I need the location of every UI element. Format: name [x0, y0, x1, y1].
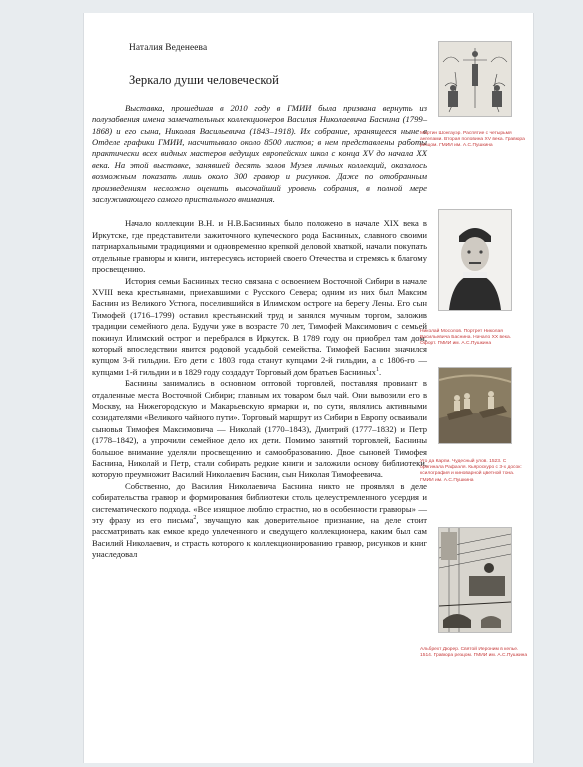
article-text-column — [92, 43, 427, 561]
chiaroscuro-woodcut-thumbnail[interactable] — [438, 367, 512, 444]
article-lead — [92, 103, 427, 206]
durer-jerome-thumbnail[interactable] — [438, 527, 512, 633]
paragraph-2-text: История семьи Басниных тесно связана с освоением Восточной Сибири в начале XVIII века крестьянами, приехавшими с Русского Севера; одним из них был Максим Баснин из Великого Устюга, поселившийся в Илимском остроге на берегу Лены. Его сын Тимофей (1716–1799) оставил крестьянский труд и занялся мучным торгом, заложив традиции семейного дела. Будучи уже в возрасте 70 лет, Тимофей Максимович с семьей покинул Илимский острог и перебрался в Иркутск. В 1789 году он приобрел там дом, который впоследствии явится родовой усадьбой семейства. Тимофей Баснин значился купцом 3-й гильдии. Его дети с 1803 года станут купцами 2-й гильдии, а с 1806-го — купцами 1-й гильдии и в 1829 году создадут Торговый дом братьев Басниных — [92, 275, 427, 377]
document-page — [83, 13, 534, 763]
figure-1-caption: Мартин Шонгауэр. Распятие с четырьмя ангелами. Вторая половина XV века. Гравюра резцом. ГМИИ им. А.С.Пушкина — [420, 131, 525, 149]
figure-2-caption: Николай Мосолов. Портрет Николая Васильевича Баснина. Начало XX века. Офорт. ГМИИ им. А.С.Пушкина — [420, 329, 512, 347]
body-paragraph-4 — [92, 481, 427, 561]
engraving-figures-thumbnail[interactable] — [438, 41, 512, 117]
paragraph-2-end: . — [378, 366, 382, 377]
article-title: Зеркало души человеческой — [129, 73, 279, 88]
article-author: Наталия Веденеева — [129, 43, 208, 53]
body-paragraph-3: Баснины занимались в основном оптовой торговлей, поставляя провиант в отдаленные места Восточной Сибири; главным их товаром был чай. Они вывозили его в Москву, на Нижегородскую и Макарьевскую ярмарки и, по сути, являлись активными созидателями «Великого чайного пути». Торговый маршрут из Сибири в Европу осваивали сыновья Тимофея Максимовича — Николай (1770–1843), Дмитрий (1777–1832) и Петр (1778–1842), а упрочили семейное дело их дети. Помимо занятий торговлей, Баснины большое внимание уделяли просвещению и самообразованию. Двое сыновей Тимофея Баснина, Николай и Петр, стали собирать редкие книги и заложили основу библиотеки, которую преумножит Василий Николаевич Баснин, сын Николая Тимофеевича. — [92, 378, 427, 480]
figure-3-caption: Уго да Карпи. Чудесный улов. 1523. С оригинала Рафаэля. Кьяроскуро с 3-х досок: ксилография и киноварной цветной тона. ГМИИ им. А.С.Пушкина — [420, 459, 522, 483]
body-paragraph-1: Начало коллекции В.Н. и Н.В.Басниных было положено в начале XIX века в Иркутске, где представители зажиточного купеческого рода Басниных, славного своими патриархальными традициями и одновременно крепкой деловой хваткой, начали покупать отдельные гравюры и книги, интересуясь историей своего Отечества и стремясь к благому просвещению. — [92, 218, 427, 275]
footnote-ref-1[interactable]: 1 — [375, 366, 379, 373]
figure-4-caption: Альбрехт Дюрер. Святой Иероним в келье. 1514. Гравюра резцом. ГМИИ им. А.С.Пушкина — [420, 647, 528, 659]
body-paragraph-2 — [92, 276, 427, 379]
article-body — [92, 218, 427, 560]
footnote-ref-2[interactable]: 2 — [193, 515, 197, 522]
paragraph-4-text-a: Собственно, до Василия Николаевича Баснина никто не проявлял в деле собирательства гравюр и формирования библиотеки столь целеустремленного усердия и систематического подхода. «Все изящное люблю страстно, но в особенности гравюры» — эту фразу из его письма — [92, 480, 427, 526]
paragraph-4-text-b: , звучащую как доверительное признание, на деле стоит рассматривать как емкое кредо увлеченного и сведущего коллекционера, каким был сам Василий Николаевич, и страсть которого к коллекционированию гравюр, рисунков и книг унаследовал — [92, 515, 428, 560]
portrait-engraving-thumbnail[interactable] — [438, 209, 512, 311]
lead-paragraph: Выставка, прошедшая в 2010 году в ГМИИ была призвана вернуть из полузабвения имена замечательных коллекционеров Василия Николаевича Баснина (1799–1868) и его сына, Николая Васильевича (1843–1918). Их собрание, хранящееся ныне в Отделе графики ГМИИ, насчитывало около 8500 листов; в нем представлены работы практически всех видных мастеров ведущих европейских школ с конца XV до начала XX века. На этой выставке, занявшей десять залов Музея личных коллекций, оказалось возможным показать лишь около 300 гравюр и рисунков. Даже по отобранным произведениям несложно оценить высочайший уровень собрания, в полной мере заслуживающего самого пристального внимания. — [92, 102, 427, 205]
